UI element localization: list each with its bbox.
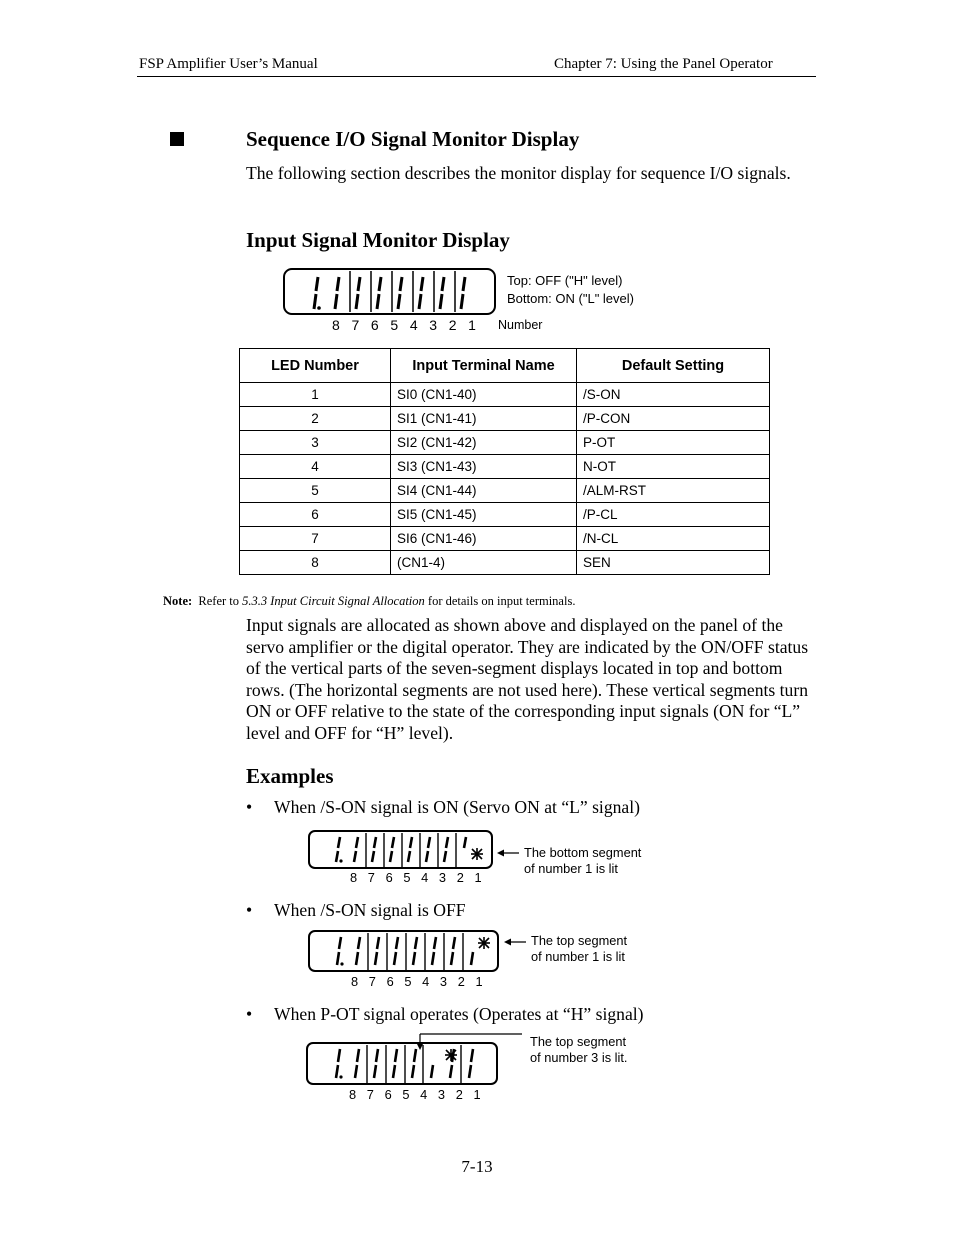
callout-line-1: The top segment (530, 1034, 627, 1049)
input-monitor-title: Input Signal Monitor Display (246, 228, 510, 252)
led-number-cell: 2 (240, 407, 391, 431)
header-manual-title: FSP Amplifier User’s Manual (139, 56, 318, 72)
page-number: 7-13 (461, 1157, 493, 1176)
example-item-2: • When /S-ON signal is OFF (246, 900, 466, 920)
column-header-terminal-name: Input Terminal Name (391, 349, 577, 383)
lit-segment-icon (471, 848, 483, 860)
note-label: Note: (163, 594, 193, 608)
header-chapter-title: Chapter 7: Using the Panel Operator (554, 56, 773, 72)
table-row (240, 383, 770, 407)
table-row (240, 479, 770, 503)
column-header-led-number: LED Number (240, 349, 391, 383)
led-digit-numbers: 8 7 6 5 4 3 2 1 (351, 974, 483, 989)
callout-line-2: of number 1 is lit (524, 861, 618, 876)
led-display-example-2 (307, 929, 501, 974)
examples-title: Examples (246, 764, 334, 788)
terminal-name-cell: SI3 (CN1-43) (391, 455, 577, 479)
example-text: When /S-ON signal is OFF (274, 900, 466, 920)
callout-line-2: of number 3 is lit. (530, 1050, 628, 1065)
table-row (240, 431, 770, 455)
note-prefix: Refer to (198, 594, 240, 608)
terminal-name-cell: SI2 (CN1-42) (391, 431, 577, 455)
led-caption-bottom: Bottom: ON ("L" level) (507, 291, 634, 306)
table-row (240, 407, 770, 431)
led-number-cell: 5 (240, 479, 391, 503)
arrow-left-icon (497, 847, 521, 859)
terminal-name-cell: SI1 (CN1-41) (391, 407, 577, 431)
default-setting-cell: N-OT (577, 455, 770, 479)
led-digit-numbers: 8 7 6 5 4 3 2 1 (349, 1087, 481, 1102)
example-item-3: • When P-OT signal operates (Operates at “H” signal) (246, 1004, 644, 1024)
default-setting-cell: /S-ON (577, 383, 770, 407)
led-number-cell: 3 (240, 431, 391, 455)
note-line (163, 594, 575, 609)
led-digit-numbers: 8 7 6 5 4 3 2 1 (332, 317, 476, 333)
section-title: Sequence I/O Signal Monitor Display (246, 127, 580, 151)
led-number-cell: 1 (240, 383, 391, 407)
default-setting-cell: P-OT (577, 431, 770, 455)
led-number-cell: 8 (240, 551, 391, 575)
example-text: When P-OT signal operates (Operates at “H” signal) (274, 1004, 644, 1024)
description-paragraph: Input signals are allocated as shown above and displayed on the panel of the servo amplifier or the digital operator. They are indicated by the ON/OFF status of the vertical parts of the seven-segment displays located in top and bottom rows. (The horizontal segments are not used here). These vertical segments turn ON or OFF relative to the state of the corresponding input signals (ON for “L” level and OFF for “H” level). (246, 615, 809, 743)
callout-leader-arrow-icon (412, 1032, 524, 1052)
led-number-cell: 7 (240, 527, 391, 551)
terminal-name-cell: SI4 (CN1-44) (391, 479, 577, 503)
example-text: When /S-ON signal is ON (Servo ON at “L” signal) (274, 797, 640, 817)
example-item-1: • When /S-ON signal is ON (Servo ON at “L” signal) (246, 797, 640, 817)
table-row (240, 551, 770, 575)
terminal-name-cell: SI6 (CN1-46) (391, 527, 577, 551)
default-setting-cell: /P-CL (577, 503, 770, 527)
column-header-default-setting: Default Setting (577, 349, 770, 383)
led-number-label: Number (498, 318, 543, 332)
callout-line-1: The bottom segment (524, 845, 642, 860)
default-setting-cell: SEN (577, 551, 770, 575)
table-row (240, 455, 770, 479)
default-setting-cell: /ALM-RST (577, 479, 770, 503)
led-number-cell: 4 (240, 455, 391, 479)
note-suffix: for details on input terminals. (427, 594, 576, 608)
table-header-row (240, 349, 770, 383)
callout-line-2: of number 1 is lit (531, 949, 625, 964)
table-row (240, 503, 770, 527)
default-setting-cell: /P-CON (577, 407, 770, 431)
callout-line-1: The top segment (531, 933, 628, 948)
header-divider (137, 76, 816, 77)
default-setting-cell: /N-CL (577, 527, 770, 551)
terminal-name-cell: SI0 (CN1-40) (391, 383, 577, 407)
lit-segment-icon (478, 937, 490, 949)
note-reference: 5.3.3 Input Circuit Signal Allocation (242, 594, 425, 608)
led-number-cell: 6 (240, 503, 391, 527)
arrow-left-icon (504, 936, 528, 948)
terminal-name-cell: SI5 (CN1-45) (391, 503, 577, 527)
section-intro: The following section describes the monitor display for sequence I/O signals. (246, 163, 791, 183)
led-digit-numbers: 8 7 6 5 4 3 2 1 (350, 870, 482, 885)
led-display-main (282, 267, 498, 317)
table-row (240, 527, 770, 551)
square-bullet-icon (170, 132, 184, 146)
led-caption-top: Top: OFF ("H" level) (507, 273, 623, 288)
terminal-name-cell: (CN1-4) (391, 551, 577, 575)
input-signal-table (239, 348, 770, 575)
led-display-example-1 (307, 829, 495, 871)
